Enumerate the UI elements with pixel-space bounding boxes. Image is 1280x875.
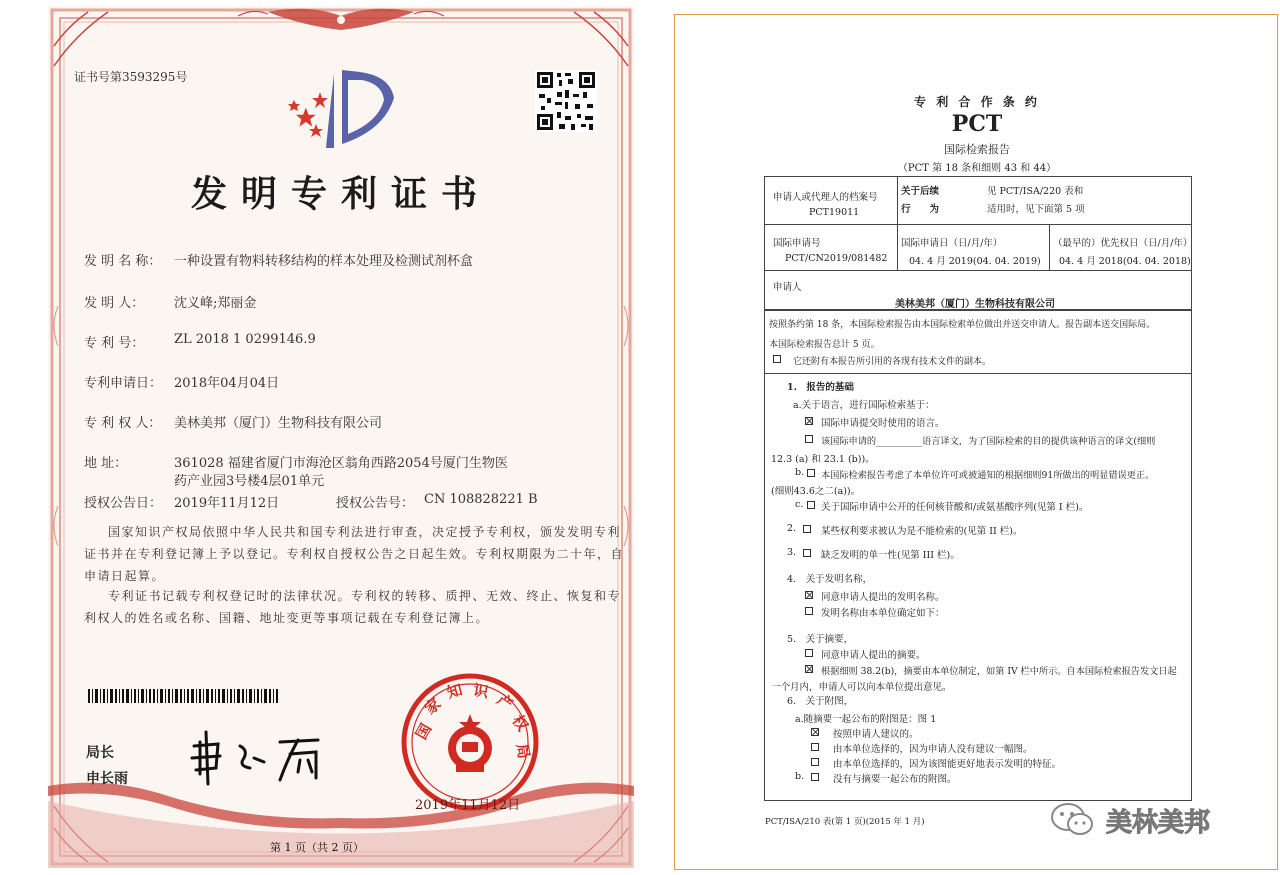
checkbox-figure-no-suggestion[interactable]	[811, 743, 819, 751]
item-1c-text: 关于国际申请中公开的任何核苷酸和/或氨基酸序列(见第 I 栏)。	[821, 502, 1089, 513]
grant-statement-line1: 国家知识产权局依照中华人民共和国专利法进行审查，决定授予专利权，颁发发明专利	[108, 525, 622, 539]
pct-article-reference: （PCT 第 18 条和细则 43 和 44）	[897, 163, 1057, 174]
priority-date-label: （最早的）优先权日（日/月/年）	[1053, 238, 1193, 249]
field-label-patentee: 专 利 权 人：	[84, 416, 162, 431]
checkbox-filing-language[interactable]	[805, 417, 813, 425]
field-value-invention-name: 一种设置有物料转移结构的样本处理及检测试剂杯盒	[174, 254, 474, 269]
follow-up-label-1: 关于后续	[901, 186, 940, 197]
section-divider	[764, 373, 1192, 374]
item-1a-option2: 该国际申请的__________语言译文，为了国际检索的目的提供该种语言的译文(细则	[821, 436, 1156, 447]
certificate-page-footer: 第 1 页（共 2 页）	[270, 841, 364, 854]
checkbox-lack-of-unity[interactable]	[803, 549, 811, 557]
follow-up-text-2: 适用时，见下面第 5 项	[987, 204, 1085, 215]
form-footer: PCT/ISA/210 表(第 1 页)(2015 年 1 月)	[765, 817, 925, 827]
legal-note-line2: 利权人的姓名或名称、国籍、地址变更等事项记载在专利登记簿上。	[84, 611, 490, 625]
checkbox-sequence-listing[interactable]	[807, 501, 815, 509]
follow-up-label-2: 行 为	[901, 204, 940, 215]
grant-no-label: 授权公告号：	[336, 496, 415, 511]
table-col-divider	[1049, 224, 1050, 270]
report-intro-line1: 按照条约第 18 条，本国际检索报告由本国际检索单位做出并送交申请人。报告副本送交国际局。	[769, 320, 1156, 330]
field-label-address: 地 址：	[84, 456, 128, 471]
pct-report-name: 国际检索报告	[944, 143, 1010, 156]
item-5-option2-cont: 一个月内，申请人可以向本单位提出意见。	[771, 682, 952, 693]
pct-search-report	[674, 14, 1278, 870]
item-1-heading: 1. 报告的基础	[787, 382, 854, 393]
item-5-option2: 根据细则 38.2(b)，摘要由本单位制定，如第 IV 栏中所示。自本国际检索报告发文日起	[821, 666, 1177, 677]
svg-text:权: 权	[508, 711, 532, 735]
item-1b-num: b.	[795, 467, 805, 478]
item-6a-option1: 按照申请人建议的。	[833, 729, 919, 740]
certificate-title: 发明专利证书	[190, 174, 491, 215]
item-4-option2: 发明名称由本单位确定如下：	[821, 608, 945, 619]
svg-text:知: 知	[445, 680, 465, 702]
checkbox-figure-better[interactable]	[811, 758, 819, 766]
handwritten-signature	[188, 728, 348, 788]
field-value-inventor: 沈义峰;郑丽金	[174, 296, 257, 311]
pct-treaty-heading: 专 利 合 作 条 约	[914, 95, 1040, 109]
seal-date: 2019年11月12日	[415, 798, 521, 813]
item-3-num: 3.	[787, 547, 797, 558]
priority-date-value: 04. 4 月 2018(04. 04. 2018)	[1059, 256, 1191, 267]
item-4-option1: 同意申请人提出的发明名称。	[821, 592, 945, 603]
field-label-inventor: 发 明 人：	[84, 296, 145, 311]
applicant-label: 申请人	[773, 282, 802, 293]
qr-code-icon	[535, 70, 597, 132]
pct-title: PCT	[951, 111, 1003, 137]
grant-statement-line3: 申请日起算。	[84, 569, 166, 583]
item-3-text: 缺乏发明的单一性(见第 III 栏)。	[821, 550, 960, 561]
checkbox-unsearchable-claims[interactable]	[803, 525, 811, 533]
report-intro-line3: 它还附有本报告所引用的各现有技术文件的副本。	[793, 357, 992, 367]
legal-note-line1: 专利证书记载专利权登记时的法律状况。专利权的转移、质押、无效、终止、恢复和专	[108, 589, 622, 603]
grant-no-value: CN 108828221 B	[424, 492, 538, 507]
signer-title: 局长	[86, 745, 114, 761]
checkbox-figure-suggested[interactable]	[811, 728, 819, 736]
item-4-heading: 4. 关于发明名称，	[787, 574, 873, 585]
checkbox-translation[interactable]	[805, 435, 813, 443]
svg-text:产: 产	[493, 690, 517, 714]
grant-statement-line2: 证书并在专利登记簿上予以登记。专利权自授权公告之日起生效。专利权期限为二十年，自	[84, 547, 625, 561]
item-5-option1: 同意申请人提出的摘要。	[821, 650, 926, 661]
checkbox-no-figure[interactable]	[811, 773, 819, 781]
wechat-icon	[1050, 802, 1094, 838]
attached-copies-checkbox[interactable]	[773, 355, 781, 363]
item-6b-num: b.	[795, 771, 805, 782]
svg-text:识: 识	[471, 680, 490, 702]
field-value-address-line2: 药产业园3号楼4层01单元	[174, 474, 325, 489]
intl-app-no-value: PCT/CN2019/081482	[785, 253, 888, 264]
field-label-patent-no: 专 利 号：	[84, 336, 145, 351]
item-1a-label: a.关于语言，进行国际检索基于：	[793, 400, 935, 411]
intl-app-no-label: 国际申请号	[773, 238, 821, 249]
patent-certificate	[48, 6, 634, 868]
svg-text:家: 家	[421, 694, 445, 718]
applicant-ref-value: PCT19011	[809, 207, 860, 218]
applicant-value: 美林美邦（厦门）生物科技有限公司	[895, 299, 1055, 310]
applicant-ref-label: 申请人或代理人的档案号	[773, 192, 878, 203]
field-label-filing-date: 专利申请日：	[84, 376, 163, 391]
watermark-text: 美林美邦	[1106, 808, 1211, 838]
field-value-address-line1: 361028 福建省厦门市海沧区翁角西路2054号厦门生物医	[174, 456, 508, 471]
checkbox-title-established[interactable]	[805, 607, 813, 615]
item-6a-option2: 由本单位选择的，因为申请人没有建议一幅图。	[833, 744, 1033, 755]
table-row-divider	[764, 224, 1192, 225]
item-1a-option1: 国际申请提交时使用的语言。	[821, 418, 945, 429]
certificate-number: 证书号第3593295号	[74, 70, 188, 84]
svg-text:局: 局	[512, 742, 534, 761]
checkbox-rectification[interactable]	[807, 469, 815, 477]
report-intro-line2: 本国际检索报告总计 5 页。	[769, 340, 880, 350]
item-1b-text-cont: (细则43.6之二(a))。	[771, 486, 861, 497]
item-1a-option2-cont: 12.3 (a) 和 23.1 (b))。	[771, 454, 875, 465]
field-value-patentee: 美林美邦（厦门）生物科技有限公司	[174, 416, 383, 431]
table-col-divider	[897, 176, 898, 270]
item-6a-option3: 由本单位选择的，因为该图能更好地表示发明的特征。	[833, 759, 1062, 770]
item-1c-num: c.	[795, 499, 804, 510]
wechat-watermark	[1050, 800, 1250, 840]
grant-date-value: 2019年11月12日	[174, 496, 280, 511]
grant-date-label: 授权公告日：	[84, 496, 163, 511]
field-label-invention-name: 发 明 名 称：	[84, 254, 162, 269]
table-row-divider	[764, 270, 1192, 271]
svg-text:国: 国	[412, 720, 436, 743]
item-2-num: 2.	[787, 523, 797, 534]
checkbox-title-agreed[interactable]	[805, 591, 813, 599]
signer-name: 申长雨	[86, 771, 128, 787]
item-1b-text: 本国际检索报告考虑了本单位许可或被通知的根据细则91所做出的明显错误更正。	[821, 470, 1155, 481]
checkbox-abstract-established[interactable]	[805, 665, 813, 673]
official-seal	[400, 672, 540, 812]
item-2-text: 某些权利要求被认为是不能检索的(见第 II 栏)。	[821, 526, 1023, 537]
item-6-heading: 6. 关于附图，	[787, 696, 854, 707]
intl-filing-date-value: 04. 4 月 2019(04. 04. 2019)	[909, 256, 1041, 267]
item-5-heading: 5. 关于摘要，	[787, 634, 854, 645]
cnipa-logo-icon	[286, 68, 404, 150]
item-6b-text: 没有与摘要一起公布的附图。	[833, 774, 957, 785]
item-6a-label: a.随摘要一起公布的附图是：图 1	[795, 714, 937, 725]
field-value-patent-no: ZL 2018 1 0299146.9	[174, 332, 316, 347]
barcode-icon	[88, 689, 278, 703]
intl-filing-date-label: 国际申请日（日/月/年）	[901, 238, 1003, 249]
field-value-filing-date: 2018年04月04日	[174, 376, 280, 391]
checkbox-abstract-agreed[interactable]	[805, 649, 813, 657]
follow-up-text-1: 见 PCT/ISA/220 表和	[987, 186, 1084, 197]
